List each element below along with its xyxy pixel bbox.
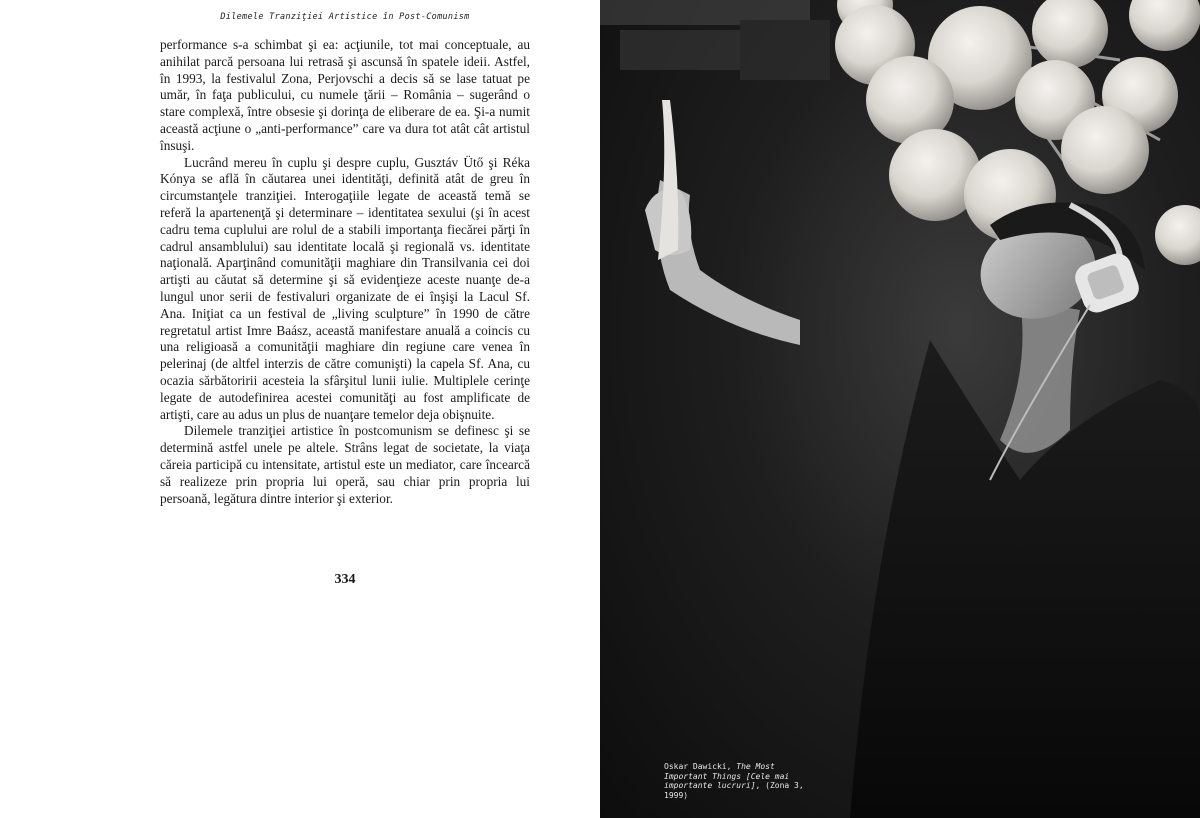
paragraph: Dilemele tranziţiei artistice în postcomunism se definesc şi se determină astfel unele pe altele. Strâns legat de societate, la viaţa căreia participă cu intensitate, artistul este un mediator, care încearcă să realizeze prin propria lui operă, sau chiar prin propria lui persoană, legătura dintre interior şi exterior. (160, 423, 530, 506)
body-text (160, 37, 530, 507)
performance-photo (600, 0, 1200, 818)
caption-details: , (Zona 3, 1999) (664, 781, 804, 800)
paragraph: performance s-a schimbat şi ea: acţiunile, tot mai conceptuale, au anihilat parcă persoana lui retrasă şi ascunsă în spatele ideii. Astfel, în 1993, la festivalul Zona, Perjovschi a decis să se lase tatuat pe umăr, în faţa publicului, cu numele ţării – România – sugerând o stare complexă, între obsesie şi dorinţa de eliberare de ea. Şi-a numit această acţiune o „anti-performance” care va dura tot atât cât artistul însuşi. (160, 37, 530, 153)
photo-page (600, 0, 1200, 818)
running-head: Dilemele Tranziţiei Artistice în Post-Comunism (220, 12, 470, 22)
background-objects (600, 0, 830, 80)
paper-sheet (658, 100, 678, 260)
page-number: 334 (334, 572, 356, 587)
paragraph: Lucrând mereu în cuplu şi despre cuplu, Gusztáv Ütő şi Réka Kónya se află în căutarea unei identităţi, definită atât de greu în circumstanţele tranziţiei. Interogaţiile legate de această temă se referă la apartenenţă şi determinare – identitatea sexului (şi în acest cadru tema cuplului are rolul de a stabili importanţa fiecărei părţi în cadrul ansamblului) sau identitate locală şi regională vs. identitate naţională. Aparţinând comunităţii maghiare din Transilvania cei doi artişti au căutat să determine şi să evidenţieze aceste nuanţe de-a lungul unor serii de festivaluri organizate de ei înşişi la Lacul Sf. Ana. Iniţiat ca un festival de „living sculpture” în 1990 de către regretatul artist Imre Baász, această manifestare anuală a coincis cu una religioasă a comunităţii maghiare din regiune care venea în pelerinaj (de altfel interzis de către comunişti) la capela Sf. Ana, cu ocazia sărbătoririi acesteia la sfârşitul lunii iulie. Multiplele cerinţe legate de autodefinirea acestei comunităţi au fost amplificate de artişti, care au adus un plus de nuanţare temelor deja obişnuite. (160, 154, 530, 422)
caption-title: The Most Important Things [Cele mai importante lucruri] (664, 762, 790, 790)
caption-artist: Oskar Dawicki, (664, 762, 737, 771)
photo-caption (664, 762, 814, 800)
